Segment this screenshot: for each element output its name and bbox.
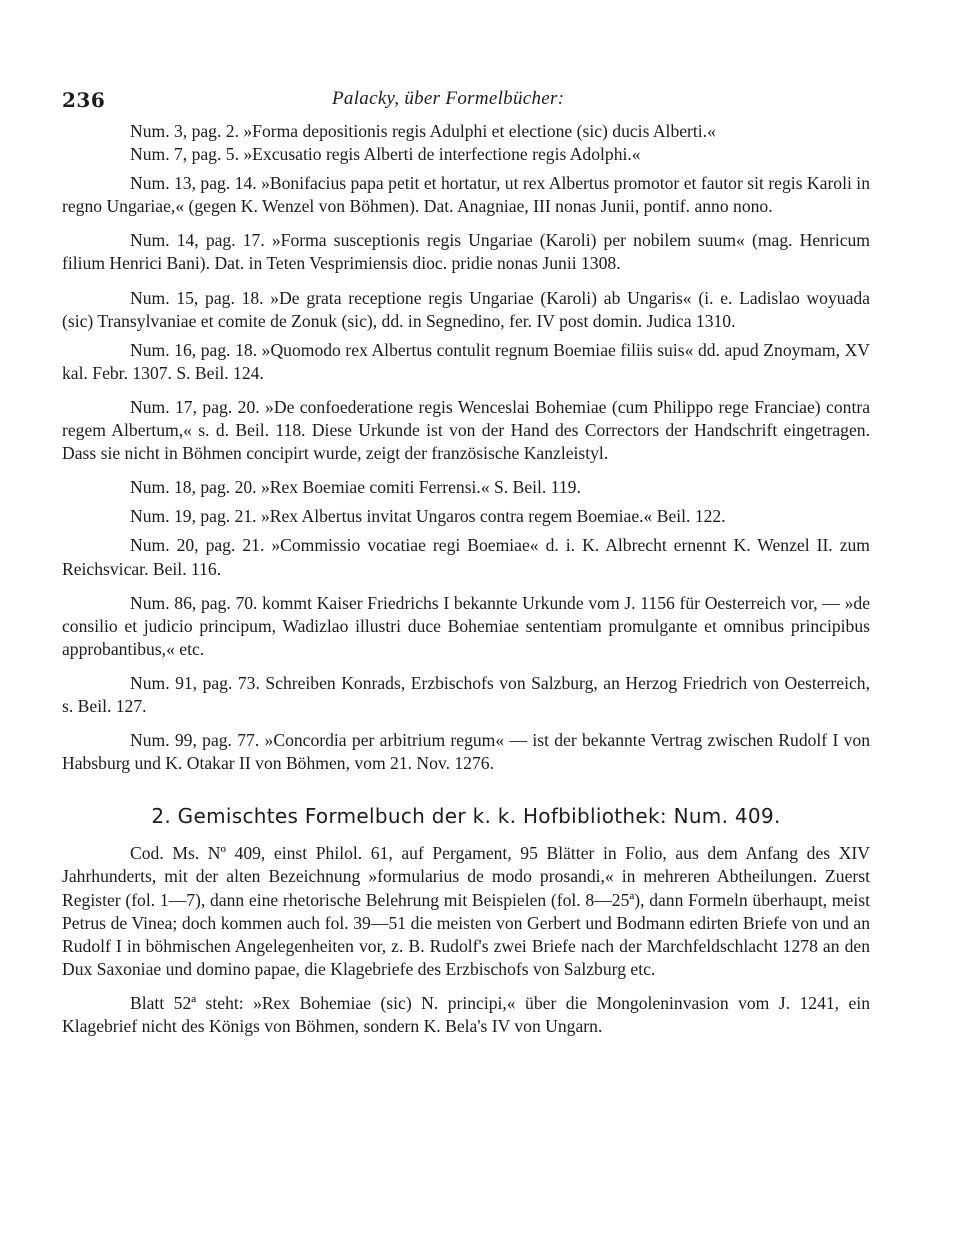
main-text: [62, 120, 870, 1038]
blatt-52-note: Blatt 52ª steht: »Rex Bohemiae (sic) N. principi,« über die Mongoleninvasion vom J. 1241, ein Klagebrief nicht des Königs von Böhmen, sondern K. Bela's IV von Ungarn.: [62, 992, 870, 1036]
running-header: [62, 84, 870, 114]
page-number: 236: [62, 88, 106, 112]
entry-num-99: Num. 99, pag. 77. »Concordia per arbitrium regum« — ist der bekannte Vertrag zwischen Rudolf I von Habsburg und K. Otakar II von Böhmen, vom 21. Nov. 1276.: [62, 730, 870, 774]
entry-num-18: Num. 18, pag. 20. »Rex Boemiae comiti Ferrensi.« S. Beil. 119.: [130, 477, 581, 498]
entry-num-16: Num. 16, pag. 18. »Quomodo rex Albertus contulit regnum Boemiae filiis suis« dd. apud Znoymam, XV kal. Febr. 1307. S. Beil. 124.: [62, 339, 870, 383]
entry-num-86: Num. 86, pag. 70. kommt Kaiser Friedrichs I bekannte Urkunde vom J. 1156 für Oesterreich vor, — »de consilio et judicio principum, Wadizlao illustri duce Bohemiae sententiam promulgante et omnibus principibus approbantibus,« etc.: [62, 592, 870, 659]
codex-description: Cod. Ms. Nº 409, einst Philol. 61, auf Pergament, 95 Blätter in Folio, aus dem Anfang des XIV Jahrhunderts, mit der alten Bezeichnung »formularius de modo prosandi,« in mehreren Abtheilungen. Zuerst Register (fol. 1—7), dann eine rhetorische Belehrung mit Beispielen (fol. 8—25ª), dann Formeln überhaupt, meist Petrus de Vinea; doch kommen auch fol. 39—51 die meisten von Gerbert und Bodmann edirten Briefe von und an Rudolf I in böhmischen Angelegenheiten vor, z. B. Rudolf's zwei Briefe nach der Marchfeldschlacht 1278 an den Dux Saxoniae und domino papae, die Klagebriefe des Erzbischofs von Salzburg etc.: [62, 843, 870, 979]
entry-num-7: Num. 7, pag. 5. »Excusatio regis Alberti de interfectione regis Adolphi.«: [130, 144, 641, 165]
entry-num-13: Num. 13, pag. 14. »Bonifacius papa petit et hortatur, ut rex Albertus promotor et fautor sit regis Karoli in regno Ungariae,« (gegen K. Wenzel von Böhmen). Dat. Anagniae, III nonas Junii, pontif. anno nono.: [62, 173, 870, 217]
entry-num-19: Num. 19, pag. 21. »Rex Albertus invitat Ungaros contra regem Boemiae.« Beil. 122.: [130, 506, 726, 527]
entry-num-17: Num. 17, pag. 20. »De confoederatione regis Wenceslai Bohemiae (cum Philippo rege Franciae) contra regem Albertum,« s. d. Beil. 118. Diese Urkunde ist von der Hand des Correctors der Handschrift eingetragen. Dass sie nicht in Böhmen concipirt wurde, zeigt der französische Kanzleistyl.: [62, 396, 870, 464]
entry-num-3: Num. 3, pag. 2. »Forma depositionis regis Adulphi et electione (sic) ducis Alberti.«: [130, 121, 716, 141]
section-heading: 2. Gemischtes Formelbuch der k. k. Hofbibliothek: Num. 409.: [151, 804, 781, 829]
entry-num-15: Num. 15, pag. 18. »De grata receptione regis Ungariae (Karoli) ab Ungaris« (i. e. Ladislao woyuada (sic) Transylvaniae et comite de Zonuk (sic), dd. in Segnedino, fer. IV post domin. Judica 1310.: [62, 287, 870, 331]
entry-num-20: Num. 20, pag. 21. »Commissio vocatiae regi Boemiae« d. i. K. Albrecht ernennt K. Wenzel II. zum Reichsvicar. Beil. 116.: [62, 535, 870, 579]
running-title: Palacky, über Formelbücher:: [332, 88, 565, 109]
entry-num-91: Num. 91, pag. 73. Schreiben Konrads, Erzbischofs von Salzburg, an Herzog Friedrich von Oesterreich, s. Beil. 127.: [62, 672, 870, 716]
entry-num-14: Num. 14, pag. 17. »Forma susceptionis regis Ungariae (Karoli) per nobilem suum« (mag. Henricum filium Henrici Bani). Dat. in Teten Vesprimiensis dioc. pridie nonas Junii 1308.: [62, 230, 870, 274]
